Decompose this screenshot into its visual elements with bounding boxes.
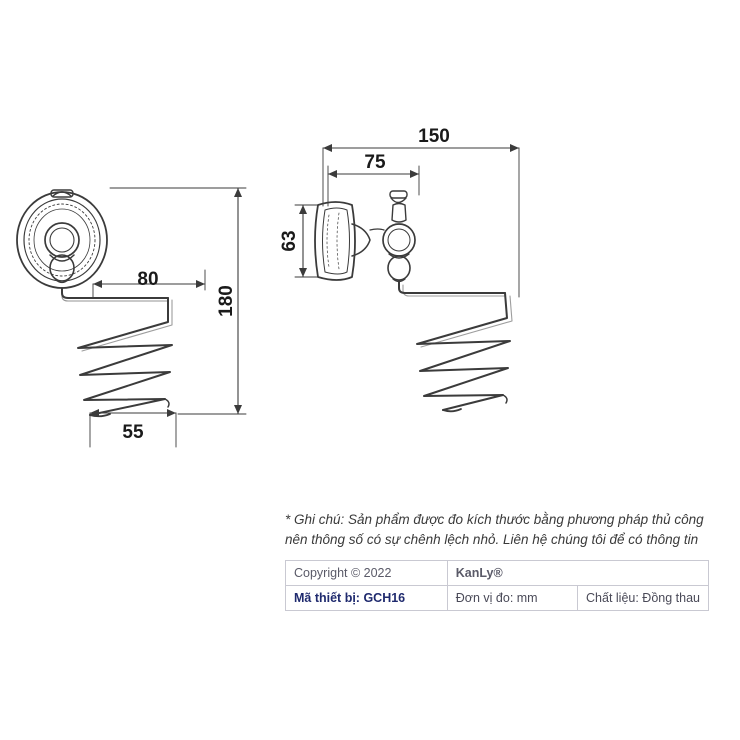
front-view-group — [17, 190, 172, 416]
info-table — [285, 560, 709, 611]
dim-label-55: 55 — [122, 422, 144, 443]
side-view-dimensions — [295, 144, 519, 297]
dim-label-150: 150 — [418, 126, 450, 147]
note-line-2: nên thông số có sự chênh lệch nhỏ. Liên hệ chúng tôi để có thông tin — [285, 531, 699, 547]
note-line-1: * Ghi chú: Sản phẩm được đo kích thước bằng phương pháp thủ công — [285, 512, 704, 527]
note-block — [285, 510, 710, 549]
dim-label-80: 80 — [137, 269, 159, 290]
dim-label-180: 180 — [216, 285, 237, 317]
dim-label-63: 63 — [279, 230, 300, 252]
dim-label-75: 75 — [364, 152, 386, 173]
info-row-copyright — [286, 561, 709, 586]
copyright-cell: Copyright © 2022 — [286, 561, 448, 586]
side-view-group — [315, 191, 512, 411]
brand-cell: KanLy® — [447, 561, 708, 586]
unit-cell: Đơn vị đo: mm — [447, 586, 577, 611]
device-code-cell: Mã thiết bị: GCH16 — [286, 586, 448, 611]
info-row-specs — [286, 586, 709, 611]
material-cell: Chất liệu: Đồng thau — [578, 586, 709, 611]
